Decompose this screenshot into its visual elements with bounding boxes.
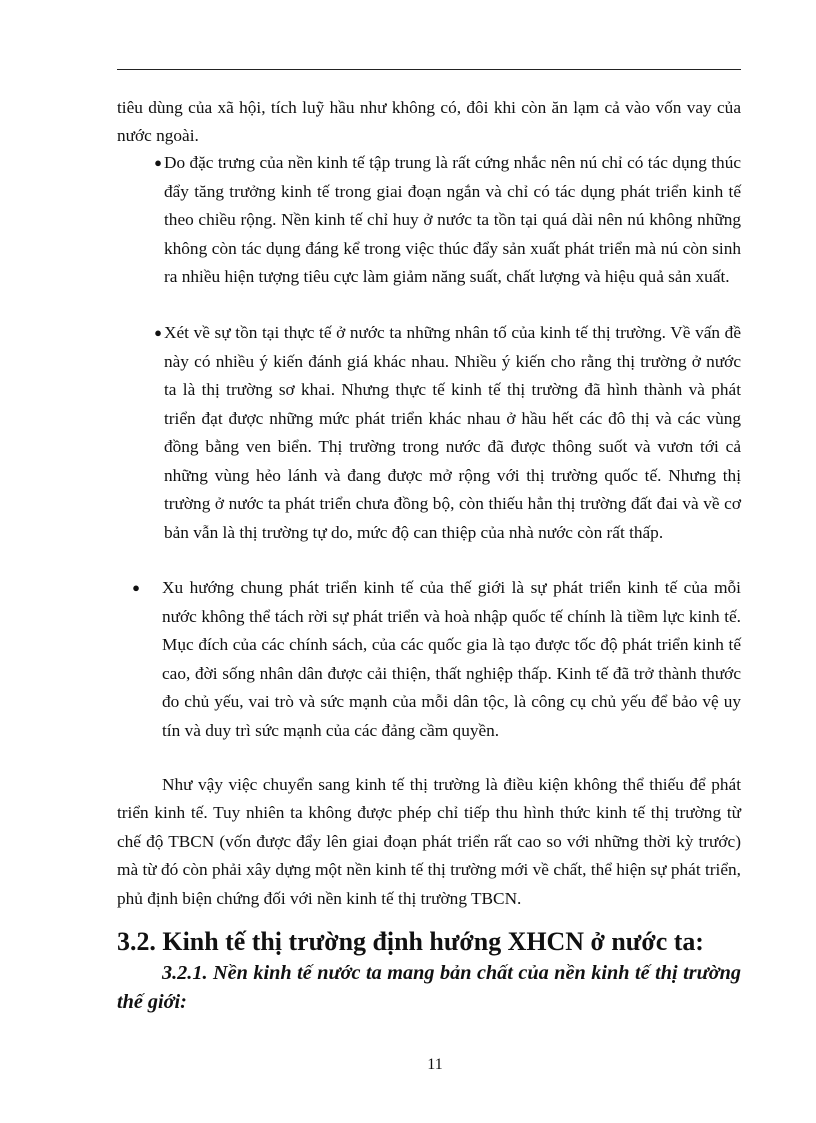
bullet-item-rigid-economy (149, 149, 741, 292)
bullet-text: Xét về sự tồn tại thực tế ở nước ta những nhân tố của kinh tế thị trường. Về vấn đề này có nhiều ý kiến đánh giá khác nhau. Nhiều ý kiến cho rằng thị trường ở nước ta là thị trường sơ khai. Nhưng thực tế kinh tế thị trường đã hình thành và phát triển đạt được những mức phát triển khác nhau ở hầu hết các đô thị và các vùng đồng bằng ven biển. Thị trường trong nước đã được thông suốt và vươn tới cả những vùng hẻo lánh và đang được mở rộng với thị trường quốc tế. Nhưng thị trường ở nước ta phát triển chưa đồng bộ, còn thiếu hẳn thị trường đất đai và về cơ bản vẫn là thị trường tự do, mức độ can thiệp của nhà nước còn rất thấp. (164, 323, 741, 542)
bullet-icon: ● (154, 325, 162, 340)
header-rule (117, 69, 741, 70)
page-number: 11 (427, 1056, 443, 1073)
bullet-icon: ● (132, 580, 140, 595)
section-heading: 3.2. Kinh tế thị trường định hướng XHCN ở nước ta: (117, 927, 704, 956)
subsection-heading: 3.2.1. Nền kinh tế nước ta mang bản chất của nền kinh tế thị trường thế giới: (117, 962, 741, 1013)
bullet-text: Do đặc trưng của nền kinh tế tập trung là rất cứng nhắc nên nú chỉ có tác dụng thúc đẩy tăng trưởng kinh tế trong giai đoạn ngắn và chỉ có tác dụng phát triển kinh tế theo chiều rộng. Nền kinh tế chỉ huy ở nước ta tồn tại quá dài nên nú không những không còn tác dụng đáng kể trong việc thúc đẩy sản xuất phát triển mà nú còn sinh ra nhiều hiện tượng tiêu cực làm giảm năng suất, chất lượng và hiệu quả sản xuất. (164, 153, 741, 286)
conclusion-paragraph: Như vậy việc chuyển sang kinh tế thị trường là điều kiện không thể thiếu để phát triển kinh tế. Tuy nhiên ta không được phép chỉ tiếp thu hình thức kinh tế thị trường từ chế độ TBCN (vốn được đẩy lên giai đoạn phát triển rất cao so với những thời kỳ trước) mà từ đó còn phải xây dựng một nền kinh tế thị trường mới về chất, thể hiện sự phát triển, phủ định biện chứng đối với nền kinh tế thị trường TBCN. (117, 775, 741, 908)
bullet-icon: ● (154, 155, 162, 170)
bullet-item-market-factors (149, 319, 741, 547)
bullet-text: Xu hướng chung phát triển kinh tế của thế giới là sự phát triển kinh tế của mỗi nước không thể tách rời sự phát triển và hoà nhập quốc tế chính là tiềm lực kinh tế. Mục đích của các chính sách, của các quốc gia là tạo được tốc độ phát triển kinh tế cao, đời sống nhân dân được cải thiện, thất nghiệp thấp. Kinh tế đã trở thành thước đo chủ yếu, vai trò và sức mạnh của mỗi dân tộc, là công cụ chủ yếu để bảo vệ uy tín và duy trì sức mạnh của các đảng cầm quyền. (162, 578, 741, 740)
intro-paragraph: tiêu dùng của xã hội, tích luỹ hầu như không có, đôi khi còn ăn lạm cả vào vốn vay của nước ngoài. (117, 98, 741, 145)
bullet-item-world-trend (128, 574, 741, 745)
